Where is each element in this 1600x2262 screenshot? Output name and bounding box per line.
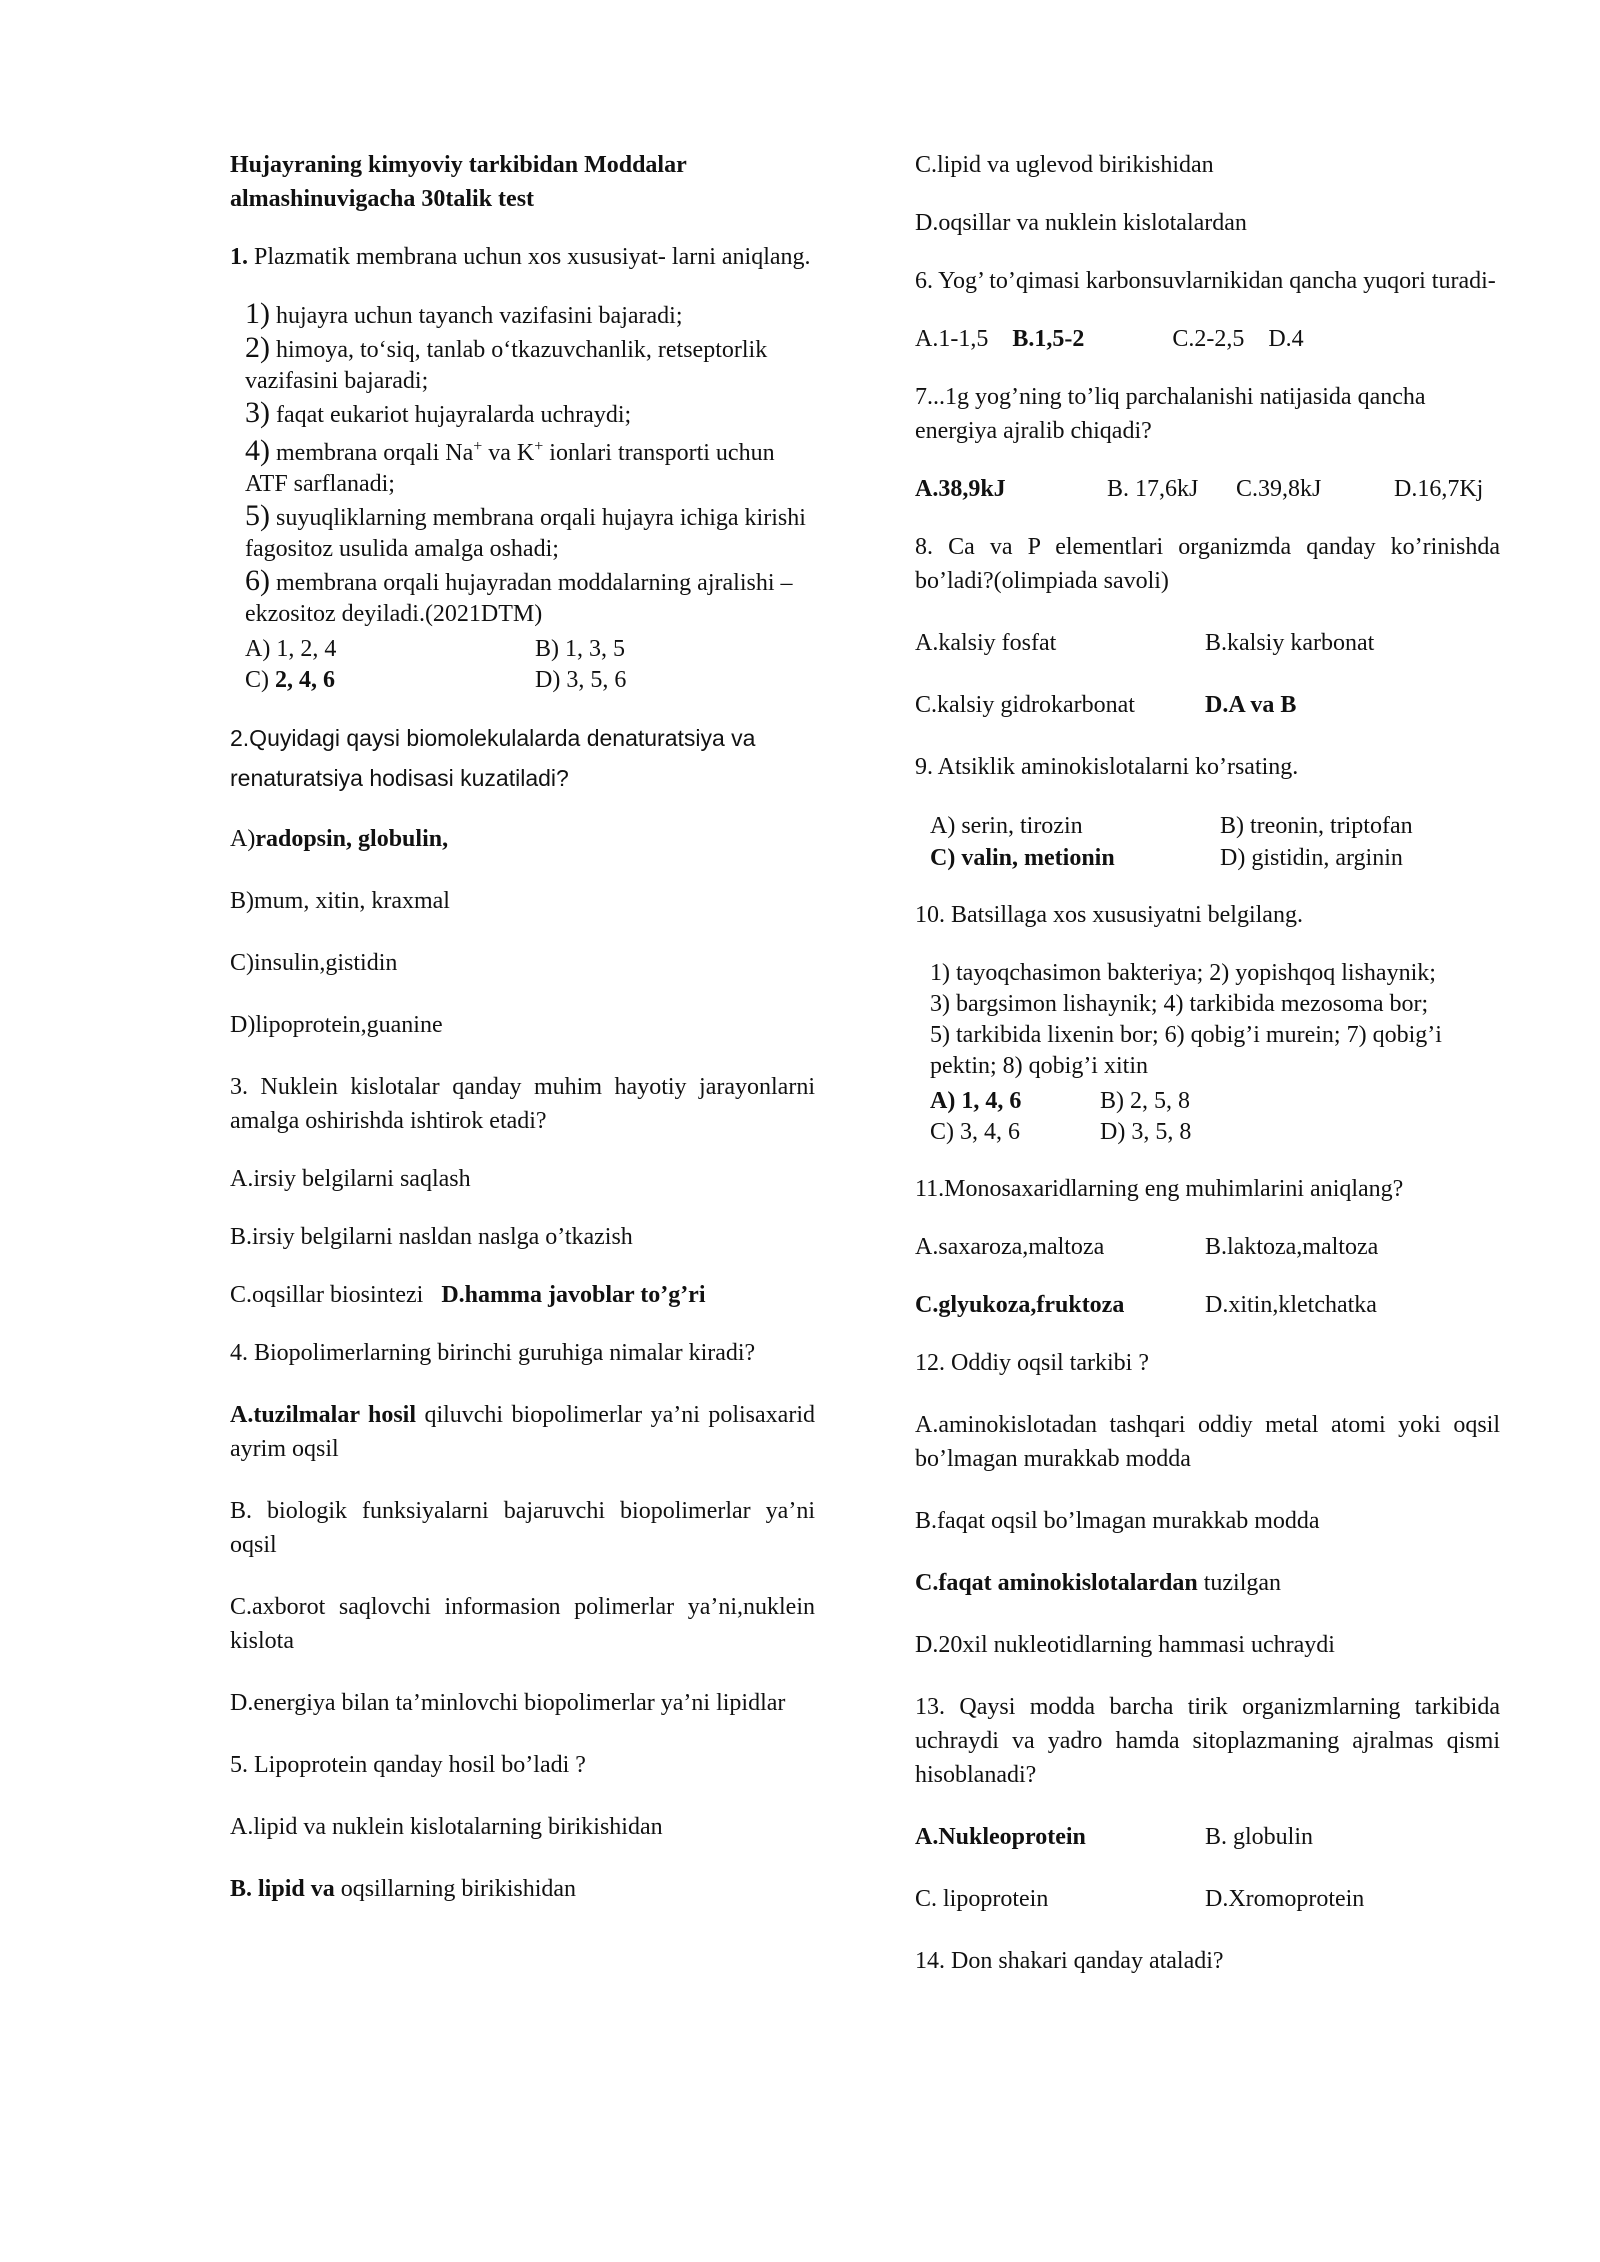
option-b: B) 1, 3, 5	[535, 636, 625, 662]
question-3-text: 3. Nuklein kislotalar qanday muhim hayotiy jarayonlarni amalga oshirishda ishtirok etadi?	[230, 1074, 815, 1134]
question-13-options-row-2	[915, 1882, 1500, 1916]
question-3-option-a: A.irsiy belgilarni saqlash	[230, 1166, 471, 1192]
question-12-text: 12. Oddiy oqsil tarkibi ?	[915, 1350, 1149, 1376]
question-9-options-row-1	[930, 810, 1500, 842]
statement-2: 2) himoya, to‘siq, tanlab o‘tkazuvchanlik, retseptorlik vazifasini bajaradi;	[245, 331, 768, 394]
question-10-line-3: 5) tarkibida lixenin bor; 6) qobig’i murein; 7) qobig’i pektin; 8) qobig’i xitin	[930, 1022, 1442, 1079]
question-10-option-b: B) 2, 5, 8	[1100, 1088, 1190, 1114]
statement-3: 3) faqat eukariot hujayralarda uchraydi;	[245, 396, 632, 429]
question-13-option-d: D.Xromoprotein	[1205, 1886, 1365, 1912]
question-4-text: 4. Biopolimerlarning birinchi guruhiga nimalar kiradi?	[230, 1340, 756, 1366]
question-10-options-row-1	[930, 1086, 1500, 1117]
right-column	[915, 148, 1500, 1978]
question-6-option-d: D.4	[1268, 326, 1304, 352]
question-9-options-row-2	[930, 842, 1500, 874]
question-11-text: 11.Monosaxaridlarning eng muhimlarini aniqlang?	[915, 1176, 1404, 1202]
question-10-options-row-2	[930, 1117, 1500, 1148]
question-7-option-a: A.38,9kJ	[915, 476, 1006, 502]
question-13-option-b: B. globulin	[1205, 1824, 1314, 1850]
question-8-options-row-1	[915, 626, 1500, 660]
question-4-option-b: B. biologik funksiyalarni bajaruvchi biopolimerlar ya’ni oqsil	[230, 1498, 815, 1558]
question-13-option-c: C. lipoprotein	[915, 1886, 1049, 1912]
left-column	[230, 148, 815, 1906]
option-d: D) 3, 5, 6	[535, 667, 627, 693]
question-3-option-b: B.irsiy belgilarni nasldan naslga o’tkazish	[230, 1224, 633, 1250]
question-13-options-row-1	[915, 1820, 1500, 1854]
question-6-option-a: A.1-1,5	[915, 326, 989, 352]
question-5-option-c: C.lipid va uglevod birikishidan	[915, 152, 1214, 178]
question-7-option-b: B. 17,6kJ	[1107, 476, 1199, 502]
question-7-option-d: D.16,7Kj	[1394, 476, 1484, 502]
question-13-option-a: A.Nukleoprotein	[915, 1824, 1086, 1850]
question-10-option-a: A) 1, 4, 6	[930, 1088, 1022, 1114]
question-5-option-a: A.lipid va nuklein kislotalarning birikishidan	[230, 1814, 663, 1840]
question-6-option-b: B.1,5-2	[1012, 326, 1085, 352]
question-2-option-b: B)mum, xitin, kraxmal	[230, 888, 450, 914]
question-6-options	[915, 322, 1500, 356]
question-1-options-row-2	[245, 665, 815, 696]
question-2-option-c: C)insulin,gistidin	[230, 950, 398, 976]
question-9-option-b: B) treonin, triptofan	[1220, 813, 1413, 839]
question-2-text: 2.Quyidagi qaysi biomolekulalarda denaturatsiya va renaturatsiya hodisasi kuzatiladi?	[230, 725, 756, 791]
question-1-options-row-1	[245, 634, 815, 665]
question-7-option-c: C.39,8kJ	[1236, 476, 1322, 502]
question-3-option-c: C.oqsillar biosintezi	[230, 1282, 424, 1308]
question-11-option-d: D.xitin,kletchatka	[1205, 1292, 1377, 1318]
option-c: C) 2, 4, 6	[245, 667, 335, 693]
question-10-text: 10. Batsillaga xos xususiyatni belgilang.	[915, 902, 1303, 928]
question-4-option-a: A.tuzilmalar hosil qiluvchi biopolimerlar ya’ni polisaxarid ayrim oqsil	[230, 1402, 815, 1462]
question-1-statements	[230, 298, 815, 696]
option-a: A) 1, 2, 4	[245, 636, 337, 662]
question-9-option-c: C) valin, metionin	[930, 845, 1115, 871]
question-11-option-c: C.glyukoza,fruktoza	[915, 1292, 1125, 1318]
statement-5: 5) suyuqliklarning membrana orqali hujayra ichiga kirishi fagositoz usulida amalga oshadi;	[245, 499, 806, 562]
question-9-text: 9. Atsiklik aminokislotalarni ko’rsating.	[915, 754, 1299, 780]
question-10-option-c: C) 3, 4, 6	[930, 1119, 1020, 1145]
question-8-options-row-2	[915, 688, 1500, 722]
question-5-option-d: D.oqsillar va nuklein kislotalardan	[915, 210, 1247, 236]
question-9-option-a: A) serin, tirozin	[930, 813, 1083, 839]
question-11-options-row-2	[915, 1288, 1500, 1322]
question-8-option-a: A.kalsiy fosfat	[915, 630, 1057, 656]
question-12-option-d: D.20xil nukleotidlarning hammasi uchraydi	[915, 1632, 1335, 1658]
question-9-option-d: D) gistidin, arginin	[1220, 845, 1403, 871]
statement-6: 6) membrana orqali hujayradan moddalarning ajralishi – ekzositoz deyiladi.(2021DTM)	[245, 564, 793, 627]
question-4-option-d: D.energiya bilan ta’minlovchi biopolimerlar ya’ni lipidlar	[230, 1690, 786, 1716]
question-8-option-b: B.kalsiy karbonat	[1205, 630, 1375, 656]
question-10-line-2: 3) bargsimon lishaynik; 4) tarkibida mezosoma bor;	[930, 991, 1429, 1017]
question-5-text: 5. Lipoprotein qanday hosil bo’ladi ?	[230, 1752, 586, 1778]
question-8-option-c: C.kalsiy gidrokarbonat	[915, 692, 1135, 718]
question-1-text: Plazmatik membrana uchun xos xususiyat- larni aniqlang.	[248, 244, 811, 270]
question-8-option-d: D.A va B	[1205, 692, 1297, 718]
question-9-options	[915, 810, 1500, 874]
question-8-text: 8. Ca va P elementlari organizmda qanday ko’rinishda bo’ladi?(olimpiada savoli)	[915, 534, 1500, 594]
question-6-option-c: C.2-2,5	[1172, 326, 1245, 352]
question-7-text: 7...1g yog’ning to’liq parchalanishi natijasida qancha energiya ajralib chiqadi?	[915, 384, 1426, 444]
statement-1: 1) hujayra uchun tayanch vazifasini bajaradi;	[245, 297, 683, 330]
question-1	[230, 240, 815, 274]
question-4-option-c: C.axborot saqlovchi informasion polimerlar ya’ni,nuklein kislota	[230, 1594, 815, 1654]
question-12-option-a: A.aminokislotadan tashqari oddiy metal atomi yoki oqsil bo’lmagan murakkab modda	[915, 1412, 1500, 1472]
question-12-option-c: C.faqat aminokislotalardan tuzilgan	[915, 1570, 1282, 1596]
question-12-option-b: B.faqat oqsil bo’lmagan murakkab modda	[915, 1508, 1320, 1534]
question-7-options	[915, 472, 1500, 506]
question-3-options-cd	[230, 1278, 815, 1312]
question-6-text: 6. Yog’ to’qimasi karbonsuvlarnikidan qancha yuqori turadi-	[915, 268, 1496, 294]
statement-4: 4) membrana orqali Na+ va K+ ionlari transporti uchun ATF sarflanadi;	[245, 434, 775, 497]
question-2-option-a: A)radopsin, globulin,	[230, 826, 449, 852]
question-11-option-b: B.laktoza,maltoza	[1205, 1234, 1379, 1260]
question-14-text: 14. Don shakari qanday ataladi?	[915, 1948, 1224, 1974]
question-5-option-b: B. lipid va oqsillarning birikishidan	[230, 1876, 577, 1902]
question-2-option-d: D)lipoprotein,guanine	[230, 1012, 443, 1038]
question-13-text: 13. Qaysi modda barcha tirik organizmlarning tarkibida uchraydi va yadro hamda sitoplazmaning ajralmas qismi hisoblanadi?	[915, 1694, 1500, 1788]
question-10-statements	[915, 958, 1500, 1148]
question-1-number: 1.	[230, 244, 248, 270]
question-10-line-1: 1) tayoqchasimon bakteriya; 2) yopishqoq lishaynik;	[930, 960, 1436, 986]
document-title: Hujayraning kimyoviy tarkibidan Moddalar almashinuvigacha 30talik test	[230, 152, 687, 212]
question-3-option-d: D.hamma javoblar to’g’ri	[441, 1282, 706, 1308]
question-10-option-d: D) 3, 5, 8	[1100, 1119, 1192, 1145]
question-11-option-a: A.saxaroza,maltoza	[915, 1234, 1105, 1260]
question-11-options-row-1	[915, 1230, 1500, 1264]
